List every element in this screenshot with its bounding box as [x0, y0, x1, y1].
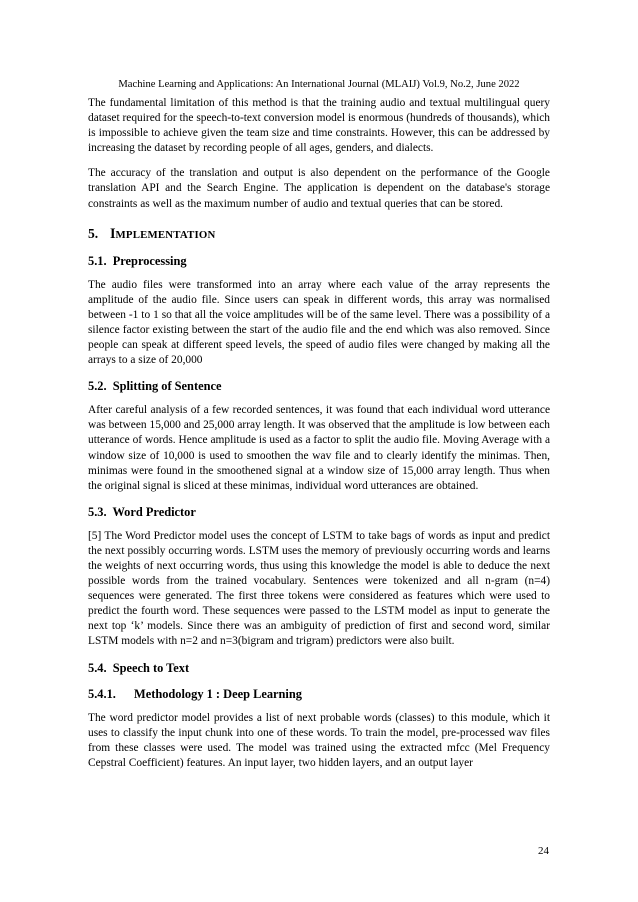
intro-paragraph-1: The fundamental limitation of this method is that the training audio and textual multilingual query dataset required for the speech-to-text conversion model is enormous (hundreds of thousands), which is impossible to achieve given the team size and time constraints. However, this can be addressed by increasing the dataset by recording people of all ages, genders, and dialects. [88, 97, 550, 155]
page-body [88, 96, 550, 771]
subsubsection-number: 5.4.1. [88, 686, 116, 701]
word-predictor-paragraph: [5] The Word Predictor model uses the concept of LSTM to take bags of words as input and predict the next possibly occurring words. LSTM uses the memory of previously occurring words and learns the weights of next occurring words, thus using this knowledge the model is able to deduce the next possible words from the trained vocabulary. Sentences were tokenized and all n-gram (n=4) sequences were generated. The first three tokens were considered as features which were used to predict the fourth word. These sequences were passed to the LSTM model as input to generate the next top ‘k’ models. Since there was an ambiguity of prediction of first and second word, similar LSTM models with n=2 and n=3(bigram and trigram) predictors were also built. [88, 529, 550, 648]
section-number: 5. [88, 225, 99, 241]
section-title-initial: I [110, 225, 116, 242]
subsection-title: Preprocessing [112, 253, 187, 268]
subsection-heading-splitting [88, 379, 550, 394]
subsection-number: 5.1. [88, 253, 107, 268]
subsection-heading-word-predictor [88, 505, 550, 520]
subsection-heading-speech-to-text [88, 661, 550, 676]
subsection-title: Speech to Text [112, 660, 190, 675]
section-title-rest: MPLEMENTATION [115, 228, 216, 241]
subsection-heading-preprocessing [88, 254, 550, 269]
subsubsection-title: Methodology 1 : Deep Learning [134, 686, 302, 701]
preprocessing-paragraph: The audio files were transformed into an array where each value of the array represents the amplitude of the audio file. Since users can speak in different words, this array was normalised between -1 to 1 so that all the voice amplitudes will be of the same level. There was a possibility of a silence factor existing between the start of the audio file and the end which was also removed. Since people can speak at different speed levels, the speed of audio files were changed by making all the arrays to a size of 20,000 [88, 278, 550, 367]
splitting-paragraph: After careful analysis of a few recorded sentences, it was found that each individual word utterance was between 15,000 and 25,000 array length. It was observed that the amplitude is low between each utterance of words. Hence amplitude is used as a factor to split the audio file. Moving Average with a window size of 10,000 is used to smoothen the wav file and to clearly identify the minimas. Then, minimas were found in the smoothened signal at a window size of 15,000 array length. Thus when the original signal is sliced at these minimas, individual word utterances are obtained. [88, 404, 550, 492]
subsection-title: Word Predictor [112, 504, 196, 519]
subsection-number: 5.2. [88, 379, 107, 394]
subsubsection-heading-methodology-1 [88, 687, 550, 702]
intro-paragraph-2: The accuracy of the translation and output is also dependent on the performance of the Google translation API and the Search Engine. The application is dependent on the database's storage constraints as well as the maximum number of audio and textual queries that can be stored. [88, 167, 550, 210]
running-header: Machine Learning and Applications: An International Journal (MLAIJ) Vol.9, No.2, June 2022 [118, 79, 520, 90]
section-heading-implementation [88, 226, 550, 243]
subsection-number: 5.4. [88, 660, 107, 675]
subsection-title: Splitting of Sentence [112, 379, 222, 394]
subsection-number: 5.3. [88, 504, 107, 519]
page-number: 24 [538, 845, 549, 857]
methodology-1-paragraph: The word predictor model provides a list of next probable words (classes) to this module, which it uses to classify the input chunk into one of these words. To train the model, pre-processed wav files from these classes were used. The model was trained using the extracted mfcc (Mel Frequency Cepstral Coefficient) features. An input layer, two hidden layers, and an output layer [88, 711, 550, 769]
